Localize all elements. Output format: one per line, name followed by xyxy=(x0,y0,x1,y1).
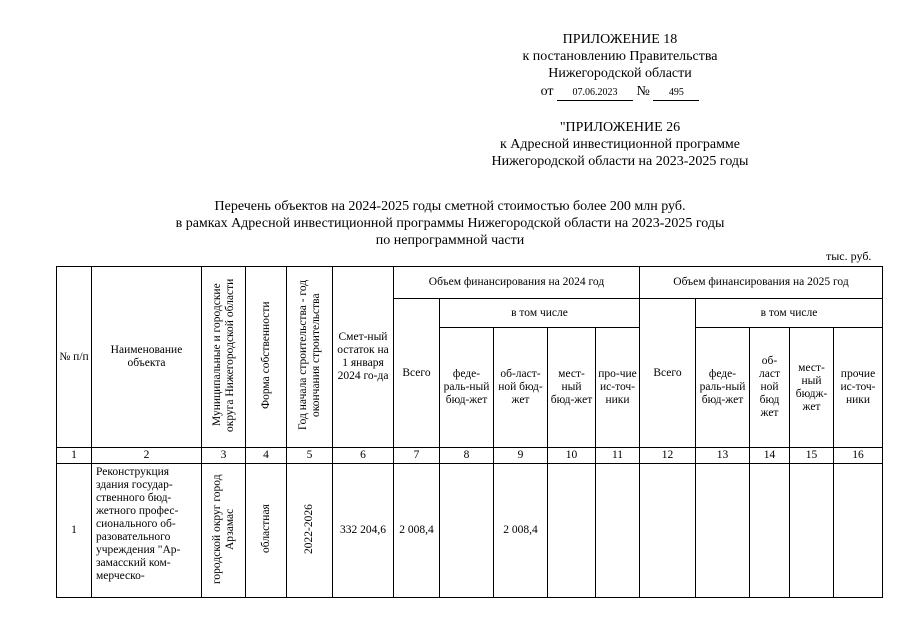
row-municipality: городской округ город Арзамас xyxy=(202,464,246,598)
header-num: № п/п xyxy=(57,267,92,448)
col-number: 1 xyxy=(57,448,92,464)
col-number: 4 xyxy=(246,448,287,464)
row-federal-2025 xyxy=(696,464,750,598)
header-ownership: Форма собственности xyxy=(246,267,287,448)
col-number: 15 xyxy=(790,448,834,464)
col-number: 13 xyxy=(696,448,750,464)
header-total-2024: Всего xyxy=(394,299,440,448)
col-number: 8 xyxy=(440,448,494,464)
doc-title-line1: Перечень объектов на 2024-2025 годы сметной стоимостью более 200 млн руб. xyxy=(214,199,686,214)
col-number: 16 xyxy=(834,448,883,464)
appendix-date-line xyxy=(440,83,800,101)
row-local-2025 xyxy=(790,464,834,598)
row-local-2024 xyxy=(548,464,596,598)
header-incl-2024: в том числе xyxy=(440,299,640,328)
row-ownership: областная xyxy=(246,464,287,598)
appendix-title: ПРИЛОЖЕНИЕ 18 xyxy=(562,32,678,47)
row-remainder: 332 204,6 xyxy=(333,464,394,598)
number-value: 495 xyxy=(653,86,699,101)
number-prefix: № xyxy=(636,84,650,99)
row-other-2024 xyxy=(596,464,640,598)
appendix2-line1: к Адресной инвестиционной программе xyxy=(499,137,741,152)
header-name: Наименование объекта xyxy=(92,267,202,448)
row-other-2025 xyxy=(834,464,883,598)
header-total-2025: Всего xyxy=(640,299,696,448)
header-fin2025: Объем финансирования на 2025 год xyxy=(640,267,883,299)
col-number: 10 xyxy=(548,448,596,464)
header-regional-2025: об-ласт ной бюд жет xyxy=(750,328,790,448)
row-regional-2025 xyxy=(750,464,790,598)
header-federal-2024: феде-раль-ный бюд-жет xyxy=(440,328,494,448)
header-regional-2024: об-ласт-ной бюд-жет xyxy=(494,328,548,448)
header-other-2024: про-чие ис-точ-ники xyxy=(596,328,640,448)
header-remainder: Смет-ный остаток на 1 января 2024 го-да xyxy=(333,267,394,448)
col-number: 11 xyxy=(596,448,640,464)
appendix2-title: "ПРИЛОЖЕНИЕ 26 xyxy=(559,120,681,135)
row-total-2025 xyxy=(640,464,696,598)
col-number: 7 xyxy=(394,448,440,464)
col-number: 9 xyxy=(494,448,548,464)
objects-table xyxy=(56,266,883,598)
col-number: 2 xyxy=(92,448,202,464)
date-prefix: от xyxy=(540,84,554,99)
header-other-2025: прочие ис-точ-ники xyxy=(834,328,883,448)
row-federal-2024 xyxy=(440,464,494,598)
row-total-2024: 2 008,4 xyxy=(394,464,440,598)
row-regional-2024: 2 008,4 xyxy=(494,464,548,598)
header-federal-2025: феде-раль-ный бюд-жет xyxy=(696,328,750,448)
doc-title-line3: по непрограммной части xyxy=(375,233,525,248)
appendix-line1: к постановлению Правительства xyxy=(522,49,718,64)
table-row xyxy=(57,464,883,598)
header-incl-2025: в том числе xyxy=(696,299,883,328)
header-years: Год начала строительства - год окончания строительства xyxy=(287,267,333,448)
col-number: 12 xyxy=(640,448,696,464)
header-municipality: Муниципальные и городские округа Нижегородской области xyxy=(202,267,246,448)
doc-title-line2: в рамках Адресной инвестиционной программы Нижегородской области на 2023-2025 годы xyxy=(175,216,725,231)
appendix-line2: Нижегородской области xyxy=(548,66,692,81)
date-value: 07.06.2023 xyxy=(557,86,633,101)
row-num: 1 xyxy=(57,464,92,598)
row-name: Реконструкция здания государ-ственного бюд-жетного профес-сионального об-разовательного учреждения "Ар-замасский ком-мерческо- xyxy=(92,464,202,598)
col-number: 14 xyxy=(750,448,790,464)
header-local-2025: мест-ный бюдж-жет xyxy=(790,328,834,448)
col-number: 5 xyxy=(287,448,333,464)
units-label: тыс. руб. xyxy=(826,249,872,263)
header-fin2024: Объем финансирования на 2024 год xyxy=(394,267,640,299)
col-number: 3 xyxy=(202,448,246,464)
col-number: 6 xyxy=(333,448,394,464)
row-years: 2022-2026 xyxy=(287,464,333,598)
header-local-2024: мест-ный бюд-жет xyxy=(548,328,596,448)
appendix2-line2: Нижегородской области на 2023-2025 годы xyxy=(491,154,749,169)
